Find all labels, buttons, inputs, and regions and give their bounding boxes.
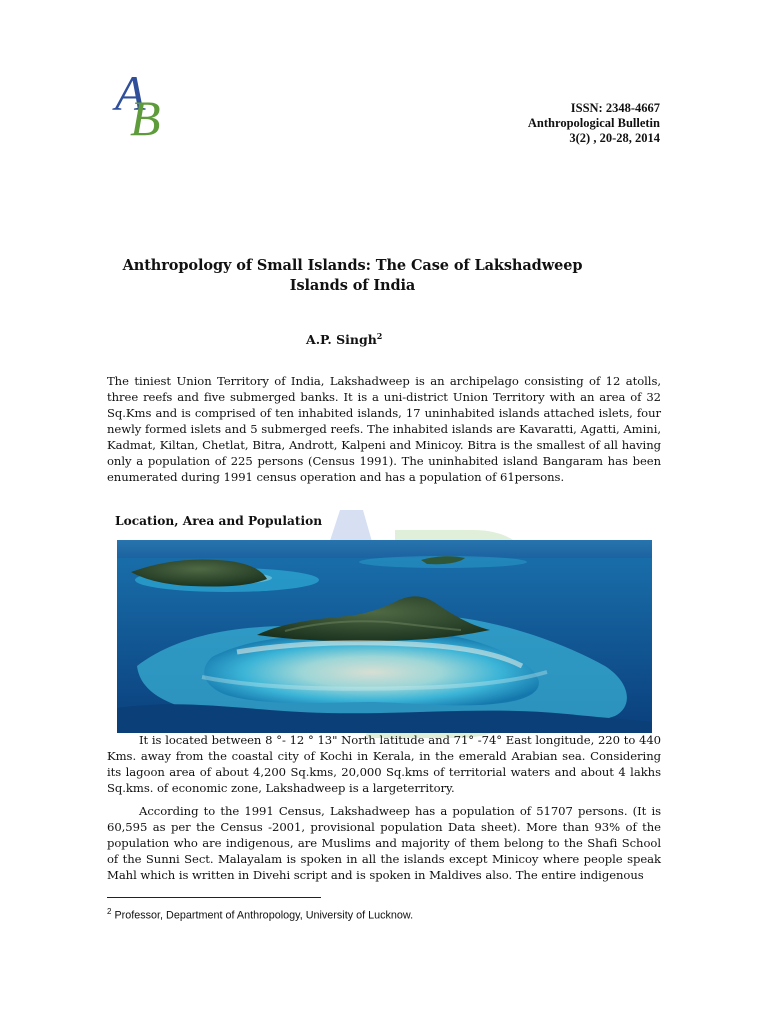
- journal-metadata: [528, 101, 660, 146]
- volume-pages: 3(2) , 20-28, 2014: [569, 131, 660, 145]
- issn-text: ISSN: 2348-4667: [570, 101, 660, 115]
- paper-title: [90, 256, 615, 296]
- population-paragraph: According to the 1991 Census, Lakshadweep has a population of 51707 persons. (It is 60,595 as per the Census -2001, provisional population Data sheet). More than 93% of the population who are indigenous, are Muslims and majority of them belong to the Shafi School of the Sunni Sect. Malayalam is spoken in all the islands except Minicoy where people speak Mahl which is written in Divehi script and is spoken in Maldives also. The entire indigenous: [107, 804, 661, 882]
- footnote-divider: [107, 897, 321, 898]
- title-line-2: Islands of India: [289, 277, 416, 294]
- journal-logo: [112, 65, 176, 146]
- journal-name: Anthropological Bulletin: [527, 116, 660, 130]
- title-line-1: Anthropology of Small Islands: The Case of Lakshadweep: [122, 257, 583, 274]
- author-name: [306, 331, 382, 347]
- author-footnote-marker: 2: [376, 331, 383, 341]
- island-aerial-photo: [117, 540, 652, 733]
- footnote-marker: 2: [107, 907, 112, 916]
- footnote-text: Professor, Department of Anthropology, University of Lucknow.: [111, 909, 414, 922]
- logo-letter-a: A: [115, 65, 146, 121]
- author-text: A.P. Singh: [306, 332, 377, 348]
- location-paragraph: It is located between 8 °- 12 ° 13" North latitude and 71° -74° East longitude, 220 to 440 Kms. away from the coastal city of Kochi in Kerala, in the emerald Arabian sea. Considering its lagoon area of about 4,200 Sq.kms, 20,000 Sq.kms of territorial waters and about 4 lakhs Sq.kms. of economic zone, Lakshadweep is a largeterritory.: [107, 733, 661, 795]
- logo-letter-b: B: [130, 90, 161, 146]
- author-footnote: [107, 905, 413, 923]
- section-heading: Location, Area and Population: [115, 514, 323, 528]
- intro-paragraph: The tiniest Union Territory of India, Lakshadweep is an archipelago consisting of 12 atolls, three reefs and five submerged banks. It is a uni-district Union Territory with an area of 32 Sq.Kms and is comprised of ten inhabited islands, 17 uninhabited islands attached islets, four newly formed islets and 5 submerged reefs. The inhabited islands are Kavaratti, Agatti, Amini, Kadmat, Kiltan, Chetlat, Bitra, Andrott, Kalpeni and Minicoy. Bitra is the smallest of all having only a population of 225 persons (Census 1991). The uninhabited island Bangaram has been enumerated during 1991 census operation and has a population of 61persons.: [107, 374, 661, 484]
